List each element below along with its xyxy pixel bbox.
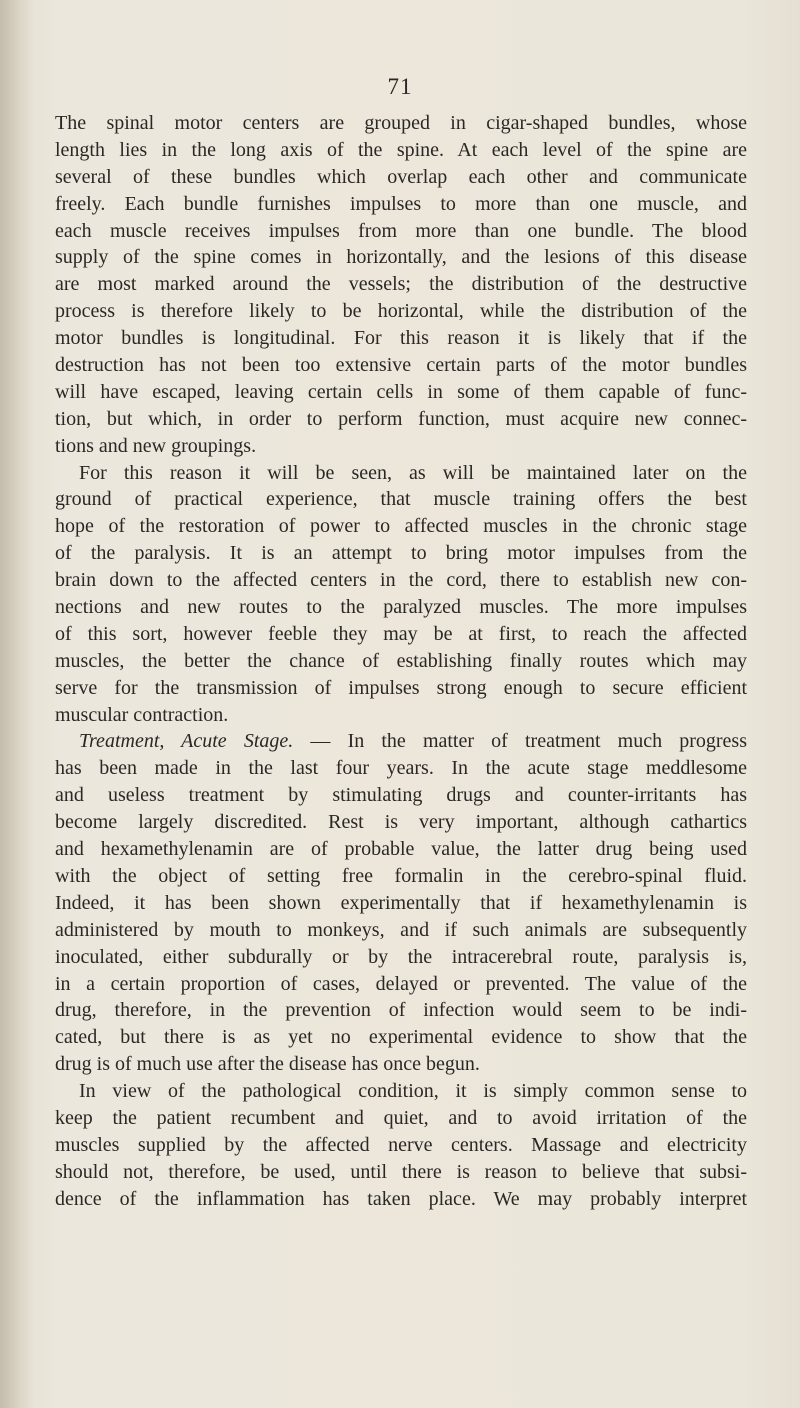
text-line: The spinal motor centers are grouped in cigar-shaped bundles, whose (55, 112, 747, 134)
text-line: dence of the inflammation has taken place. We may probably interpret (55, 1187, 747, 1210)
body-text (55, 110, 747, 1213)
text-line: has been made in the last four years. In the acute stage meddlesome (55, 757, 747, 780)
text-line: drug is of much use after the disease has once begun. (55, 1053, 480, 1076)
text-line: are most marked around the vessels; the distribution of the destructive (55, 273, 747, 296)
text-line: serve for the transmission of impulses strong enough to secure efficient (55, 676, 747, 699)
text-line: freely. Each bundle furnishes impulses to more than one muscle, and (55, 192, 747, 215)
text-line: length lies in the long axis of the spine. At each level of the spine are (55, 138, 747, 161)
text-line: of the paralysis. It is an attempt to bring motor impulses from the (55, 542, 747, 565)
text-line: and useless treatment by stimulating drugs and counter-irritants has (55, 784, 747, 807)
text-line: In the matter of treatment much progress (347, 730, 747, 753)
text-line: drug, therefore, in the prevention of infection would seem to be indi- (55, 999, 747, 1022)
text-line: destruction has not been too extensive certain parts of the motor bundles (55, 354, 747, 377)
section-heading-line (55, 728, 747, 755)
text-line: tion, but which, in order to perform function, must acquire new connec- (55, 407, 747, 430)
section-heading: Treatment, Acute Stage. (79, 730, 294, 753)
text-line: muscles supplied by the affected nerve centers. Massage and electricity (55, 1133, 747, 1156)
text-line: administered by mouth to monkeys, and if such animals are subsequently (55, 918, 747, 941)
text-line: become largely discredited. Rest is very important, although cathartics (55, 811, 747, 834)
text-line: keep the patient recumbent and quiet, and to avoid irritation of the (55, 1106, 747, 1129)
binding-gutter-shadow (0, 0, 34, 1408)
text-line: brain down to the affected centers in the cord, there to establish new con- (55, 569, 747, 592)
text-line: of this sort, however feeble they may be at first, to reach the affected (55, 622, 747, 645)
text-line: process is therefore likely to be horizontal, while the distribution of the (55, 300, 747, 323)
heading-dash: — (293, 730, 348, 753)
text-line: Indeed, it has been shown experimentally that if hexamethylenamin is (55, 891, 747, 914)
text-line: In view of the pathological condition, it is simply common sense to (79, 1080, 747, 1103)
text-line: muscles, the better the chance of establishing finally routes which may (55, 649, 747, 672)
text-line: hope of the restoration of power to affected muscles in the chronic stage (55, 515, 747, 538)
text-line: tions and new groupings. (55, 434, 257, 457)
text-line: each muscle receives impulses from more than one bundle. The blood (55, 219, 747, 242)
text-line: with the object of setting free formalin in the cerebro-spinal fluid. (55, 864, 747, 887)
text-line: ground of practical experience, that muscle training offers the best (55, 488, 747, 511)
text-line: inoculated, either subdurally or by the intracerebral route, paralysis is, (55, 945, 747, 968)
text-line: For this reason it will be seen, as will be maintained later on the (79, 461, 747, 484)
text-line: muscular contraction. (55, 703, 229, 726)
text-line: supply of the spine comes in horizontally, and the lesions of this disease (55, 246, 747, 269)
text-line: nections and new routes to the paralyzed muscles. The more impulses (55, 596, 747, 619)
text-line: and hexamethylenamin are of probable value, the latter drug being used (55, 838, 747, 861)
page-number: 71 (387, 74, 413, 99)
text-line: will have escaped, leaving certain cells in some of them capable of func- (55, 380, 747, 403)
text-line: cated, but there is as yet no experimental evidence to show that the (55, 1026, 747, 1049)
text-line: several of these bundles which overlap each other and communicate (55, 165, 747, 188)
text-line: should not, therefore, be used, until there is reason to believe that subsi- (55, 1160, 747, 1183)
text-line: in a certain proportion of cases, delayed or prevented. The value of the (55, 972, 747, 995)
text-line: motor bundles is longitudinal. For this reason it is likely that if the (55, 327, 747, 350)
